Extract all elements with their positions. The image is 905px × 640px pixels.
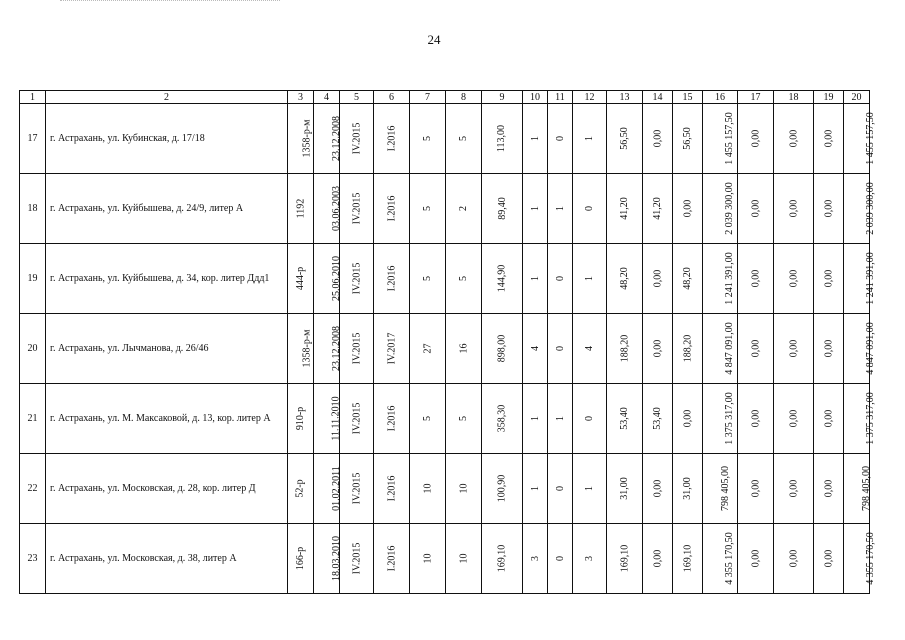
cell-text: 10 (458, 483, 469, 494)
document-date-cell (314, 104, 340, 174)
cell-text: 0,00 (652, 479, 663, 498)
value-cell-c9 (482, 104, 523, 174)
value-cell-c19 (814, 454, 844, 524)
cell-text: 0,00 (788, 409, 799, 428)
cell-text: 0,00 (750, 129, 761, 148)
cell-text: 48,20 (682, 267, 693, 290)
value-cell-c18 (774, 104, 814, 174)
value-cell-c17 (738, 384, 774, 454)
row-number-cell: 17 (20, 104, 46, 174)
cell-text: 0 (554, 136, 566, 141)
cell-text: 0 (554, 556, 566, 561)
table-row (20, 384, 870, 454)
address-cell: г. Астрахань, ул. Куйбышева, д. 34, кор. литер Ддд1 (46, 244, 288, 314)
cell-text: 0,00 (750, 199, 761, 218)
value-cell-c15 (673, 454, 703, 524)
column-header: 19 (814, 91, 844, 104)
page-number: 24 (427, 32, 441, 47)
cell-text: 53,40 (619, 407, 630, 430)
cell-text: 0 (554, 346, 566, 351)
value-cell-c20 (844, 314, 876, 384)
cell-text: 2 039 300,00 (864, 182, 876, 235)
cell-text: 0,00 (823, 479, 834, 498)
cell-text: 1 (529, 416, 541, 421)
value-cell-c17 (738, 174, 774, 244)
value-cell-c17 (738, 104, 774, 174)
cell-text: 358,30 (496, 404, 508, 433)
cell-text: IV.2015 (350, 332, 362, 365)
value-cell-c14 (643, 454, 673, 524)
value-cell-c19 (814, 384, 844, 454)
column-header: 3 (288, 91, 314, 104)
cell-text: 31,00 (682, 477, 693, 500)
value-cell-c10 (523, 244, 548, 314)
start-period-cell (340, 384, 374, 454)
cell-text: I.2016 (386, 125, 397, 152)
value-cell-c16 (703, 524, 738, 594)
document-date-cell (314, 454, 340, 524)
end-period-cell (374, 384, 410, 454)
start-period-cell (340, 244, 374, 314)
cell-text: 0,00 (750, 269, 761, 288)
column-header: 13 (607, 91, 643, 104)
cell-text: 0,00 (823, 339, 834, 358)
value-cell-c19 (814, 244, 844, 314)
value-cell-c19 (814, 524, 844, 594)
value-cell-c12 (573, 524, 607, 594)
value-cell-c7 (410, 454, 446, 524)
start-period-cell (340, 104, 374, 174)
cell-text: 0 (584, 416, 595, 421)
cell-text: 56,50 (619, 127, 630, 150)
cell-text: 1 (584, 276, 595, 281)
cell-text: 0 (584, 206, 595, 211)
cell-text: 4 847 091,00 (723, 322, 735, 375)
cell-text: 898,00 (496, 334, 508, 363)
cell-text: 16 (458, 343, 469, 354)
cell-text: 798 405,00 (720, 466, 731, 511)
start-period-cell (340, 454, 374, 524)
cell-text: 01.02.2011 (330, 466, 342, 511)
cell-text: 188,20 (619, 334, 630, 363)
value-cell-c15 (673, 384, 703, 454)
value-cell-c17 (738, 244, 774, 314)
cell-text: 25.06.2010 (331, 256, 342, 301)
value-cell-c20 (844, 454, 870, 524)
cell-text: 1 (529, 206, 541, 211)
end-period-cell (374, 174, 410, 244)
cell-text: 1 (529, 136, 541, 141)
value-cell-c8 (446, 384, 482, 454)
column-header: 5 (340, 91, 374, 104)
value-cell-c13 (607, 524, 643, 594)
document-number-cell (288, 244, 314, 314)
value-cell-c10 (523, 174, 548, 244)
value-cell-c9 (482, 244, 523, 314)
cell-text: 0,00 (682, 199, 693, 218)
value-cell-c11 (548, 174, 573, 244)
cell-text: 0,00 (652, 129, 663, 148)
data-table (19, 90, 876, 594)
cell-text: 1358-р-м (301, 329, 313, 368)
value-cell-c12 (573, 244, 607, 314)
cell-text: 0,00 (652, 549, 663, 568)
cell-text: 169,10 (619, 544, 630, 573)
cell-text: 52-р (295, 479, 306, 498)
cell-text: 41,20 (619, 197, 630, 220)
value-cell-c7 (410, 314, 446, 384)
value-cell-c18 (774, 384, 814, 454)
value-cell-c13 (607, 104, 643, 174)
value-cell-c12 (573, 384, 607, 454)
end-period-cell (374, 244, 410, 314)
cell-text: 10 (422, 553, 433, 564)
address-cell: г. Астрахань, ул. Московская, д. 28, кор. литер Д (46, 454, 288, 524)
cell-text: 2 039 300,00 (723, 182, 735, 235)
address-cell: г. Астрахань, ул. Куйбышева, д. 24/9, литер А (46, 174, 288, 244)
scan-artifact-marks (60, 0, 280, 5)
address-cell: г. Астрахань, ул. Кубинская, д. 17/18 (46, 104, 288, 174)
row-number-cell: 20 (20, 314, 46, 384)
cell-text: 1 455 157,50 (723, 112, 735, 165)
column-header: 1 (20, 91, 46, 104)
value-cell-c7 (410, 244, 446, 314)
value-cell-c12 (573, 104, 607, 174)
value-cell-c19 (814, 314, 844, 384)
end-period-cell (374, 454, 410, 524)
cell-text: IV.2015 (350, 122, 362, 155)
cell-text: 188,20 (682, 334, 693, 363)
header-row (20, 91, 870, 104)
document-number-cell (288, 104, 314, 174)
cell-text: 2 (458, 206, 469, 211)
cell-text: 166-р (295, 546, 306, 571)
document-number-cell (288, 314, 314, 384)
cell-text: 1 (529, 486, 541, 491)
value-cell-c19 (814, 104, 844, 174)
value-cell-c18 (774, 314, 814, 384)
value-cell-c9 (482, 454, 523, 524)
cell-text: 1358-р-м (301, 119, 313, 158)
value-cell-c16 (703, 384, 738, 454)
cell-text: 4 355 170,50 (723, 532, 735, 585)
value-cell-c13 (607, 244, 643, 314)
column-header: 2 (46, 91, 288, 104)
row-number-cell: 19 (20, 244, 46, 314)
end-period-cell (374, 524, 410, 594)
value-cell-c14 (643, 174, 673, 244)
value-cell-c20 (844, 174, 876, 244)
value-cell-c8 (446, 524, 482, 594)
cell-text: 1 (554, 416, 566, 421)
cell-text: 1 (529, 276, 541, 281)
value-cell-c9 (482, 174, 523, 244)
cell-text: 23.12.2008 (331, 326, 342, 371)
address-cell: г. Астрахань, ул. Лычманова, д. 26/46 (46, 314, 288, 384)
value-cell-c16 (703, 244, 738, 314)
value-cell-c17 (738, 454, 774, 524)
value-cell-c10 (523, 524, 548, 594)
value-cell-c16 (703, 454, 738, 524)
cell-text: I.2016 (386, 545, 397, 572)
value-cell-c8 (446, 454, 482, 524)
cell-text: I.2016 (386, 475, 397, 502)
cell-text: I.2016 (386, 405, 397, 432)
value-cell-c7 (410, 104, 446, 174)
value-cell-c12 (573, 454, 607, 524)
cell-text: 41,20 (652, 197, 663, 220)
column-header: 15 (673, 91, 703, 104)
cell-text: 0,00 (823, 129, 834, 148)
value-cell-c11 (548, 104, 573, 174)
column-header: 11 (548, 91, 573, 104)
column-header: 16 (703, 91, 738, 104)
start-period-cell (340, 174, 374, 244)
value-cell-c16 (703, 174, 738, 244)
document-number-cell (288, 524, 314, 594)
table-row (20, 314, 870, 384)
cell-text: 144,90 (496, 264, 508, 293)
value-cell-c11 (548, 384, 573, 454)
cell-text: 0,00 (788, 549, 799, 568)
cell-text: 0 (554, 276, 566, 281)
cell-text: 0,00 (788, 479, 799, 498)
cell-text: 5 (422, 136, 433, 141)
value-cell-c11 (548, 524, 573, 594)
value-cell-c15 (673, 244, 703, 314)
cell-text: 23.12.2008 (331, 116, 342, 161)
cell-text: 31,00 (619, 477, 630, 500)
cell-text: 0,00 (750, 549, 761, 568)
value-cell-c18 (774, 244, 814, 314)
cell-text: 0,00 (823, 549, 834, 568)
cell-text: 48,20 (619, 267, 630, 290)
value-cell-c10 (523, 314, 548, 384)
cell-text: 5 (458, 136, 469, 141)
cell-text: IV.2015 (350, 262, 362, 295)
value-cell-c18 (774, 524, 814, 594)
value-cell-c15 (673, 104, 703, 174)
value-cell-c10 (523, 454, 548, 524)
value-cell-c11 (548, 244, 573, 314)
cell-text: 3 (584, 556, 595, 561)
value-cell-c12 (573, 174, 607, 244)
value-cell-c10 (523, 384, 548, 454)
value-cell-c16 (703, 314, 738, 384)
cell-text: 1192 (294, 198, 306, 219)
value-cell-c9 (482, 314, 523, 384)
value-cell-c14 (643, 104, 673, 174)
cell-text: 0,00 (823, 409, 834, 428)
cell-text: IV.2015 (350, 192, 362, 225)
column-header: 4 (314, 91, 340, 104)
end-period-cell (374, 314, 410, 384)
cell-text: 4 (584, 346, 595, 351)
value-cell-c12 (573, 314, 607, 384)
cell-text: 4 (529, 346, 541, 351)
cell-text: IV.2015 (350, 542, 362, 575)
table-row (20, 244, 870, 314)
row-number-cell: 22 (20, 454, 46, 524)
cell-text: 89,40 (496, 197, 508, 220)
cell-text: IV.2015 (350, 402, 362, 435)
table-row (20, 454, 870, 524)
cell-text: I.2016 (386, 265, 397, 292)
cell-text: IV.2017 (385, 332, 397, 365)
cell-text: 0,00 (750, 409, 761, 428)
value-cell-c11 (548, 454, 573, 524)
cell-text: 4 355 170,50 (864, 532, 876, 585)
row-number-cell: 18 (20, 174, 46, 244)
table-body (20, 104, 876, 594)
value-cell-c10 (523, 104, 548, 174)
value-cell-c18 (774, 454, 814, 524)
row-number-cell: 23 (20, 524, 46, 594)
value-cell-c13 (607, 454, 643, 524)
column-header: 14 (643, 91, 673, 104)
value-cell-c17 (738, 314, 774, 384)
cell-text: 113,00 (496, 124, 508, 153)
document-number-cell (288, 384, 314, 454)
value-cell-c17 (738, 524, 774, 594)
cell-text: 1 (584, 486, 595, 491)
cell-text: 0,00 (823, 199, 834, 218)
document-date-cell (314, 314, 340, 384)
cell-text: 0,00 (788, 199, 799, 218)
value-cell-c20 (844, 104, 876, 174)
cell-text: 53,40 (652, 407, 663, 430)
cell-text: 11.11.2010 (330, 396, 342, 441)
value-cell-c9 (482, 384, 523, 454)
cell-text: 798 405,00 (861, 466, 872, 511)
value-cell-c7 (410, 174, 446, 244)
document-date-cell (314, 174, 340, 244)
cell-text: 1 (584, 136, 595, 141)
value-cell-c13 (607, 314, 643, 384)
value-cell-c8 (446, 104, 482, 174)
document-date-cell (314, 244, 340, 314)
document-number-cell (288, 454, 314, 524)
cell-text: 444-р (295, 266, 306, 291)
column-header: 17 (738, 91, 774, 104)
value-cell-c7 (410, 524, 446, 594)
row-number-cell: 21 (20, 384, 46, 454)
table-row (20, 174, 870, 244)
cell-text: 0,00 (788, 129, 799, 148)
value-cell-c8 (446, 314, 482, 384)
value-cell-c14 (643, 314, 673, 384)
value-cell-c19 (814, 174, 844, 244)
column-header: 8 (446, 91, 482, 104)
value-cell-c11 (548, 314, 573, 384)
cell-text: I.2016 (386, 195, 397, 222)
cell-text: 0,00 (652, 269, 663, 288)
cell-text: 5 (422, 206, 433, 211)
cell-text: 4 847 091,00 (864, 322, 876, 375)
value-cell-c8 (446, 174, 482, 244)
column-header: 20 (844, 91, 870, 104)
start-period-cell (340, 524, 374, 594)
value-cell-c20 (844, 384, 876, 454)
cell-text: 5 (422, 416, 433, 421)
cell-text: 0,00 (823, 269, 834, 288)
cell-text: 5 (422, 276, 433, 281)
cell-text: 1 241 391,00 (723, 252, 735, 305)
cell-text: 10 (422, 483, 433, 494)
cell-text: 1 241 391,00 (864, 252, 876, 305)
column-header: 18 (774, 91, 814, 104)
cell-text: 1 375 317,00 (723, 392, 735, 445)
table-row (20, 104, 870, 174)
column-header: 6 (374, 91, 410, 104)
value-cell-c14 (643, 524, 673, 594)
value-cell-c8 (446, 244, 482, 314)
column-header: 7 (410, 91, 446, 104)
cell-text: 5 (458, 276, 469, 281)
column-header: 12 (573, 91, 607, 104)
cell-text: 56,50 (682, 127, 693, 150)
cell-text: 0,00 (750, 339, 761, 358)
cell-text: 03.06.2003 (331, 186, 342, 231)
table-row (20, 524, 870, 594)
document-date-cell (314, 524, 340, 594)
cell-text: 1 455 157,50 (864, 112, 876, 165)
address-cell: г. Астрахань, ул. Московская, д. 38, литер А (46, 524, 288, 594)
value-cell-c13 (607, 174, 643, 244)
start-period-cell (340, 314, 374, 384)
cell-text: 169,10 (496, 544, 508, 573)
cell-text: 100,90 (496, 474, 508, 503)
cell-text: 0,00 (788, 269, 799, 288)
cell-text: 0,00 (682, 409, 693, 428)
value-cell-c16 (703, 104, 738, 174)
value-cell-c14 (643, 244, 673, 314)
cell-text: 5 (458, 416, 469, 421)
value-cell-c18 (774, 174, 814, 244)
cell-text: 0,00 (652, 339, 663, 358)
end-period-cell (374, 104, 410, 174)
value-cell-c9 (482, 524, 523, 594)
cell-text: 18.03.2010 (331, 536, 342, 581)
value-cell-c15 (673, 174, 703, 244)
column-header: 9 (482, 91, 523, 104)
document-number-cell (288, 174, 314, 244)
value-cell-c20 (844, 244, 876, 314)
document-date-cell (314, 384, 340, 454)
value-cell-c15 (673, 524, 703, 594)
cell-text: 910-р (295, 406, 306, 431)
value-cell-c15 (673, 314, 703, 384)
cell-text: 169,10 (682, 544, 693, 573)
cell-text: 27 (422, 343, 433, 354)
value-cell-c7 (410, 384, 446, 454)
cell-text: 10 (458, 553, 469, 564)
value-cell-c14 (643, 384, 673, 454)
cell-text: 3 (529, 556, 541, 561)
cell-text: 0,00 (788, 339, 799, 358)
cell-text: 0,00 (750, 479, 761, 498)
value-cell-c13 (607, 384, 643, 454)
cell-text: 1 (554, 206, 566, 211)
cell-text: 1 375 317,00 (864, 392, 876, 445)
address-cell: г. Астрахань, ул. М. Максаковой, д. 13, кор. литер А (46, 384, 288, 454)
cell-text: 0 (554, 486, 566, 491)
value-cell-c20 (844, 524, 876, 594)
cell-text: IV.2015 (350, 472, 362, 505)
column-header: 10 (523, 91, 548, 104)
